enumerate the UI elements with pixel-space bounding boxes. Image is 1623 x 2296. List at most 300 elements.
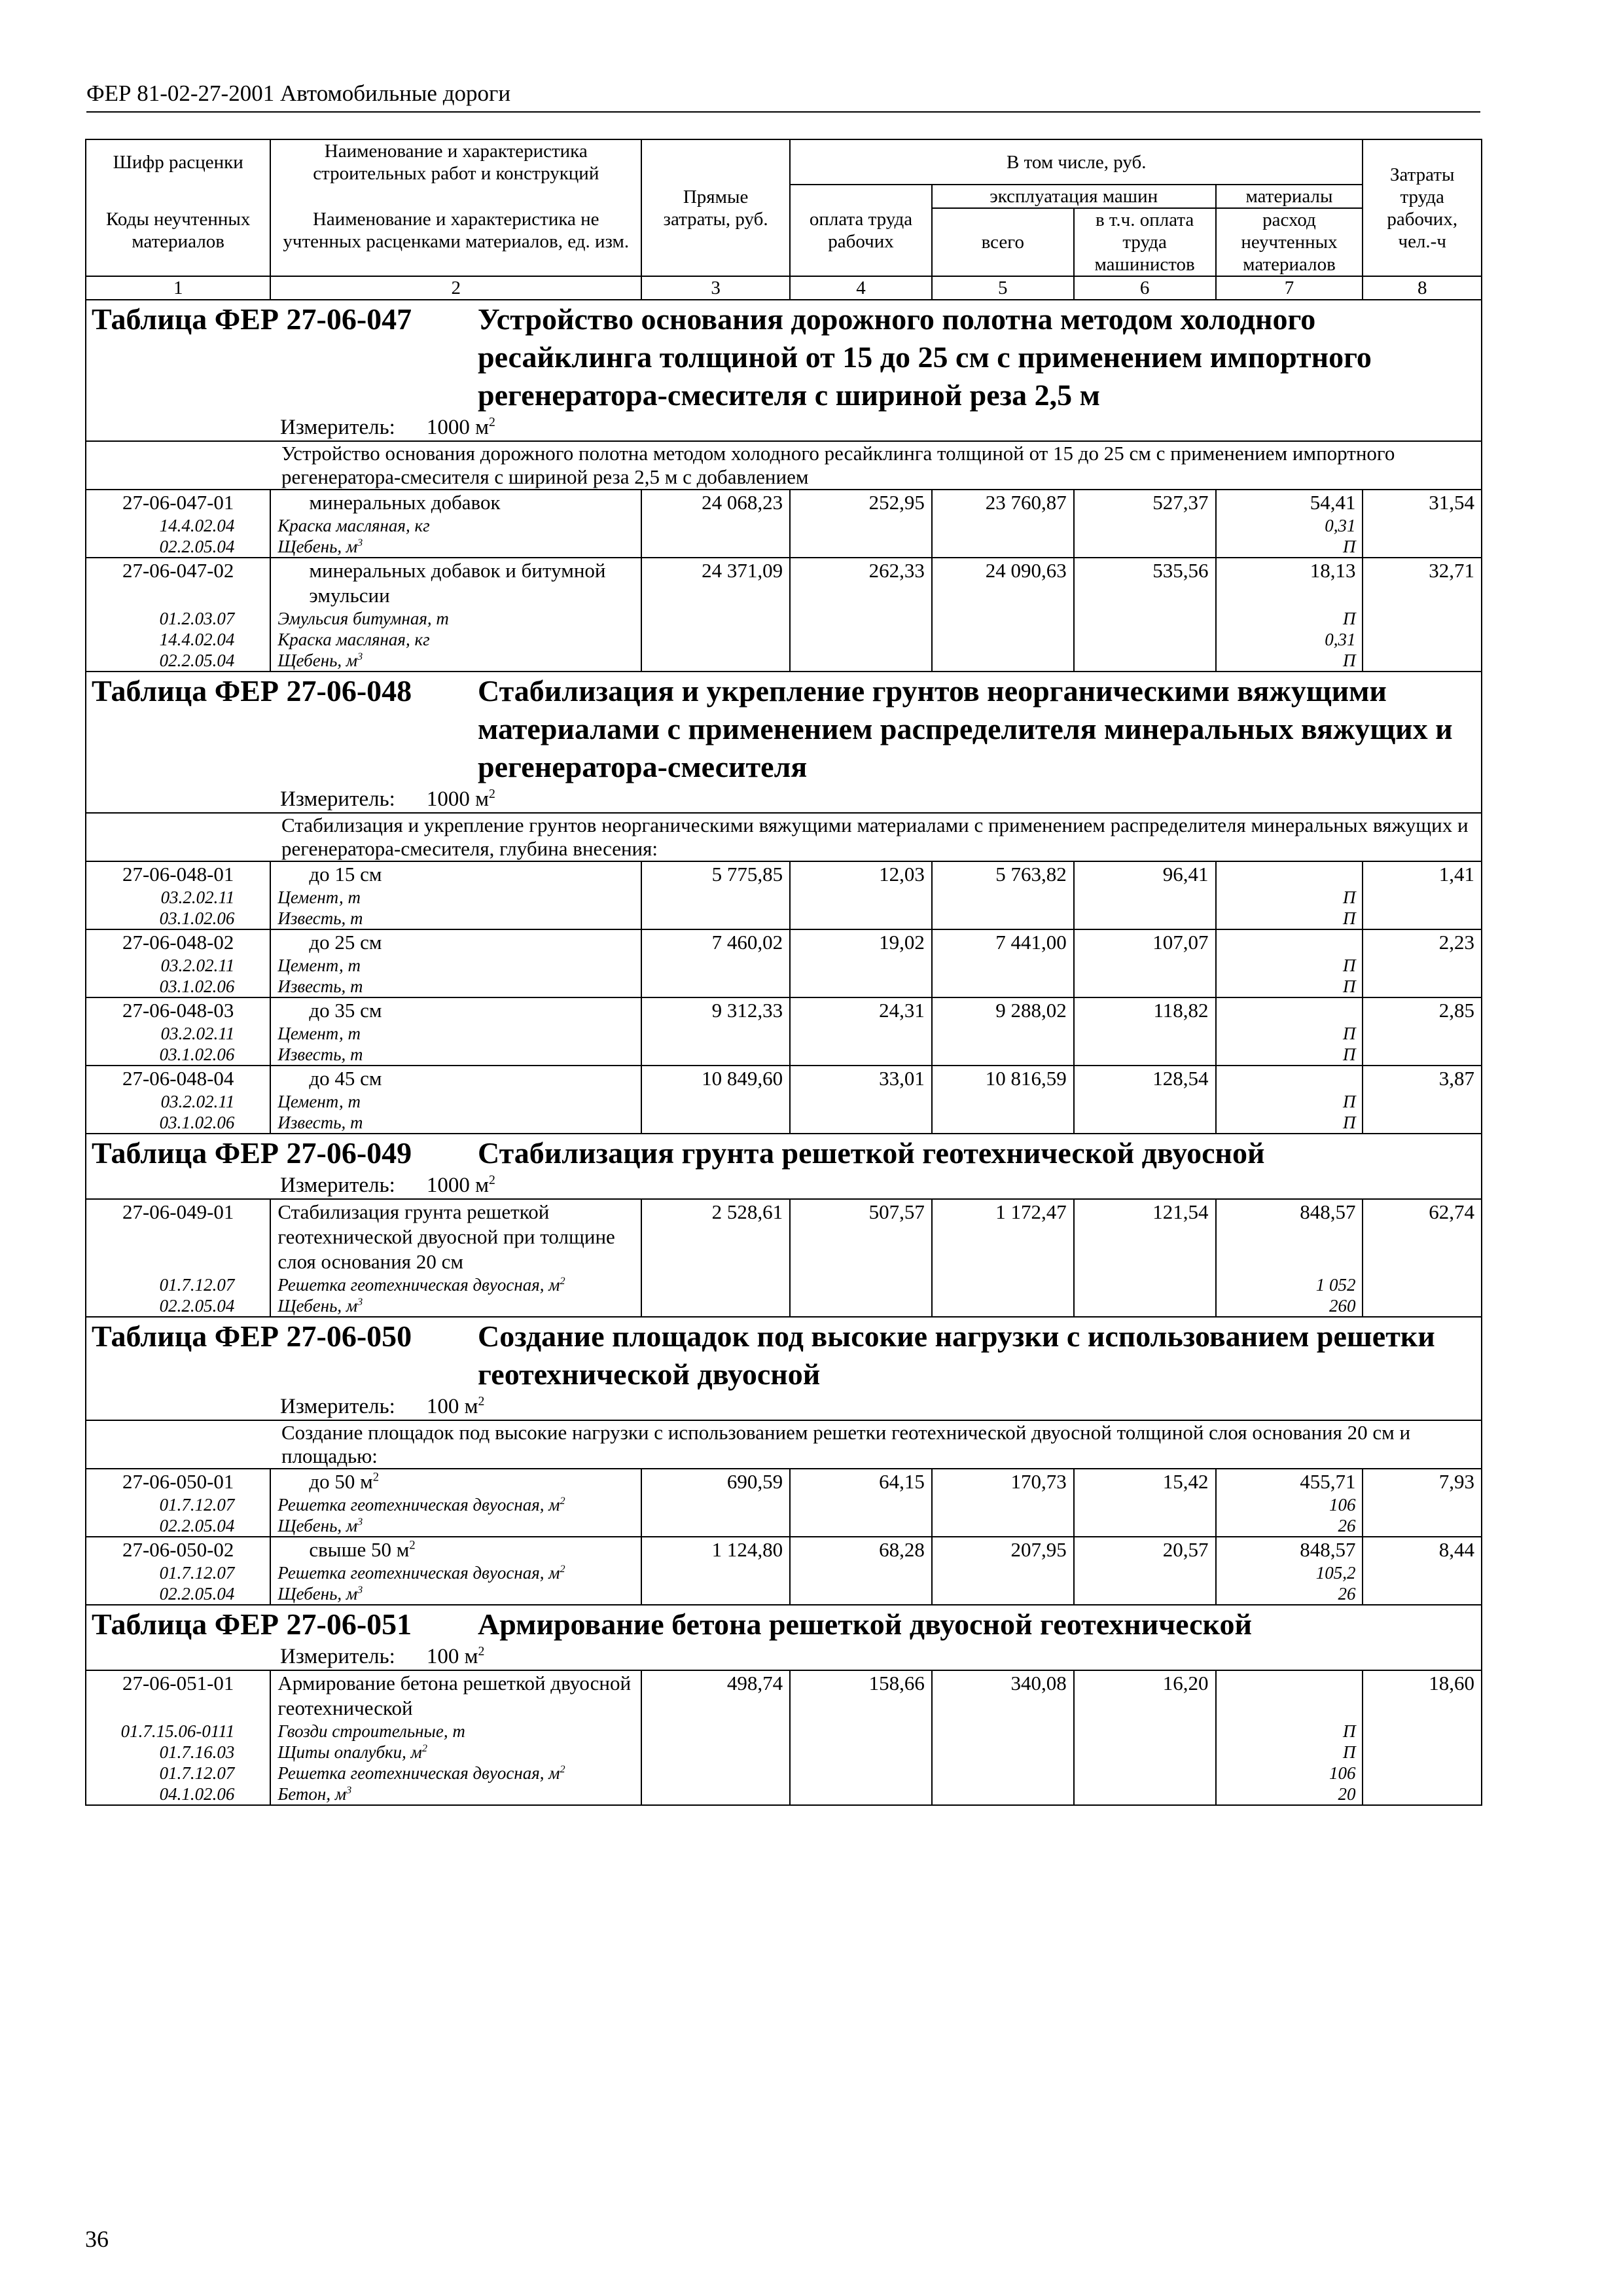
empty-cell bbox=[641, 1763, 790, 1784]
material-name-text: Краска масляная, кг bbox=[277, 516, 430, 535]
machinists-pay: 121,54 bbox=[1074, 1199, 1216, 1274]
table-label: Таблица ФЕР 27-06-047 bbox=[92, 302, 412, 336]
machinists-pay: 16,20 bbox=[1074, 1670, 1216, 1721]
material-name bbox=[270, 650, 641, 672]
empty-cell bbox=[790, 908, 932, 929]
measure bbox=[86, 414, 1481, 440]
col-num: 6 bbox=[1074, 276, 1216, 300]
material-code: 02.2.05.04 bbox=[86, 1583, 270, 1605]
empty-cell bbox=[1363, 1023, 1482, 1044]
materials-cost: 18,13 bbox=[1216, 558, 1363, 608]
measure-value bbox=[427, 787, 495, 811]
col-num: 8 bbox=[1363, 276, 1482, 300]
empty-cell bbox=[790, 1091, 932, 1112]
material-code: 01.2.03.07 bbox=[86, 608, 270, 629]
machinists-pay: 15,42 bbox=[1074, 1469, 1216, 1494]
empty-cell bbox=[790, 955, 932, 976]
material-code: 02.2.05.04 bbox=[86, 650, 270, 672]
rate-row bbox=[86, 929, 1482, 955]
material-name bbox=[270, 1091, 641, 1112]
empty-cell bbox=[932, 1044, 1074, 1066]
unit-superscript: 3 bbox=[357, 1584, 363, 1596]
material-name-text: Цемент, т bbox=[277, 1024, 361, 1043]
material-row bbox=[86, 1515, 1482, 1537]
material-name-text: Щиты опалубки, м bbox=[277, 1742, 422, 1762]
material-qty: 106 bbox=[1216, 1763, 1363, 1784]
measure-unit: 100 м bbox=[426, 1645, 478, 1668]
material-name bbox=[270, 908, 641, 929]
rate-code: 27-06-048-01 bbox=[86, 861, 270, 887]
material-code: 01.7.15.06-0111 bbox=[86, 1721, 270, 1742]
description-cell bbox=[86, 1420, 1482, 1469]
table-title-row bbox=[86, 1317, 1482, 1393]
measure-value bbox=[427, 1395, 485, 1418]
empty-cell bbox=[641, 1091, 790, 1112]
empty-cell bbox=[932, 1583, 1074, 1605]
material-name bbox=[270, 1494, 641, 1515]
material-row bbox=[86, 1583, 1482, 1605]
empty-cell bbox=[1074, 1742, 1216, 1763]
labor-hours: 2,85 bbox=[1363, 997, 1482, 1023]
description-row bbox=[86, 1420, 1482, 1469]
machinists-pay: 527,37 bbox=[1074, 490, 1216, 515]
empty-cell bbox=[641, 608, 790, 629]
material-name bbox=[270, 976, 641, 997]
material-row bbox=[86, 1112, 1482, 1134]
empty-cell bbox=[1074, 1091, 1216, 1112]
direct-cost: 24 068,23 bbox=[641, 490, 790, 515]
material-name-text: Известь, т bbox=[277, 1045, 363, 1064]
material-name bbox=[270, 955, 641, 976]
material-name-text: Решетка геотехническая двуосная, м bbox=[277, 1763, 560, 1783]
material-name bbox=[270, 1583, 641, 1605]
rate-code: 27-06-050-01 bbox=[86, 1469, 270, 1494]
machines-total: 9 288,02 bbox=[932, 997, 1074, 1023]
empty-cell bbox=[1363, 1112, 1482, 1134]
empty-cell bbox=[1074, 515, 1216, 536]
unit-superscript: 3 bbox=[357, 1516, 363, 1528]
measure-row bbox=[86, 414, 1482, 441]
col-machines-total: всего bbox=[932, 208, 1074, 276]
empty-cell bbox=[1363, 1274, 1482, 1295]
empty-cell bbox=[932, 1494, 1074, 1515]
machines-total: 5 763,82 bbox=[932, 861, 1074, 887]
material-row bbox=[86, 1763, 1482, 1784]
material-name-text: Известь, т bbox=[277, 977, 363, 996]
direct-cost: 690,59 bbox=[641, 1469, 790, 1494]
material-row bbox=[86, 1023, 1482, 1044]
empty-cell bbox=[1363, 1763, 1482, 1784]
material-name-text: Известь, т bbox=[277, 1113, 363, 1132]
empty-cell bbox=[790, 1112, 932, 1134]
empty-cell bbox=[1363, 1091, 1482, 1112]
empty-cell bbox=[932, 1274, 1074, 1295]
rate-row bbox=[86, 558, 1482, 608]
machines-total: 7 441,00 bbox=[932, 929, 1074, 955]
measure-value bbox=[427, 1645, 485, 1668]
material-name bbox=[270, 629, 641, 650]
labor-pay: 262,33 bbox=[790, 558, 932, 608]
measure bbox=[86, 786, 1481, 812]
material-qty: П bbox=[1216, 536, 1363, 558]
empty-cell bbox=[932, 608, 1074, 629]
materials-cost: 848,57 bbox=[1216, 1199, 1363, 1274]
empty-cell bbox=[932, 1112, 1074, 1134]
empty-cell bbox=[1074, 1112, 1216, 1134]
header-row-1 bbox=[86, 139, 1482, 185]
col-labor: Затраты труда рабочих, чел.-ч bbox=[1363, 139, 1482, 276]
table-title bbox=[92, 1318, 1481, 1393]
labor-pay: 64,15 bbox=[790, 1469, 932, 1494]
material-name bbox=[270, 1044, 641, 1066]
material-qty: П bbox=[1216, 1091, 1363, 1112]
empty-cell bbox=[1363, 1562, 1482, 1583]
direct-cost: 7 460,02 bbox=[641, 929, 790, 955]
empty-cell bbox=[641, 1742, 790, 1763]
machinists-pay: 128,54 bbox=[1074, 1066, 1216, 1091]
material-name bbox=[270, 515, 641, 536]
empty-cell bbox=[790, 1784, 932, 1805]
material-row bbox=[86, 1091, 1482, 1112]
empty-cell bbox=[641, 1274, 790, 1295]
col-num: 5 bbox=[932, 276, 1074, 300]
labor-hours: 8,44 bbox=[1363, 1537, 1482, 1562]
empty-cell bbox=[932, 1515, 1074, 1537]
measure-label: Измеритель: bbox=[280, 1645, 395, 1668]
material-name bbox=[270, 1023, 641, 1044]
empty-cell bbox=[932, 1023, 1074, 1044]
rate-code: 27-06-047-01 bbox=[86, 490, 270, 515]
empty-cell bbox=[932, 976, 1074, 997]
col-labor-pay: оплата труда рабочих bbox=[790, 185, 932, 276]
machinists-pay: 96,41 bbox=[1074, 861, 1216, 887]
empty-cell bbox=[932, 515, 1074, 536]
direct-cost: 24 371,09 bbox=[641, 558, 790, 608]
empty-cell bbox=[932, 629, 1074, 650]
col-num: 2 bbox=[270, 276, 641, 300]
material-name bbox=[270, 1295, 641, 1317]
labor-hours: 32,71 bbox=[1363, 558, 1482, 608]
empty-cell bbox=[641, 1295, 790, 1317]
material-row bbox=[86, 887, 1482, 908]
material-code: 02.2.05.04 bbox=[86, 536, 270, 558]
empty-cell bbox=[790, 1763, 932, 1784]
machines-total: 23 760,87 bbox=[932, 490, 1074, 515]
material-qty: П bbox=[1216, 908, 1363, 929]
table-name: Армирование бетона решеткой двуосной геотехнической bbox=[478, 1607, 1252, 1641]
material-qty: 106 bbox=[1216, 1494, 1363, 1515]
material-row bbox=[86, 1494, 1482, 1515]
empty-cell bbox=[1074, 608, 1216, 629]
materials-cost bbox=[1216, 1670, 1363, 1721]
empty-cell bbox=[1074, 1023, 1216, 1044]
rate-code: 27-06-047-02 bbox=[86, 558, 270, 608]
material-code: 03.1.02.06 bbox=[86, 908, 270, 929]
machinists-pay: 535,56 bbox=[1074, 558, 1216, 608]
empty-cell bbox=[932, 1562, 1074, 1583]
material-code: 14.4.02.04 bbox=[86, 515, 270, 536]
table-title-cell bbox=[86, 1317, 1482, 1393]
unit-superscript: 3 bbox=[357, 537, 363, 548]
empty-cell bbox=[641, 976, 790, 997]
measure-row bbox=[86, 786, 1482, 813]
measure-row bbox=[86, 1393, 1482, 1420]
material-row bbox=[86, 955, 1482, 976]
empty-cell bbox=[1363, 650, 1482, 672]
material-name-text: Щебень, м bbox=[277, 1296, 358, 1316]
empty-cell bbox=[932, 1091, 1074, 1112]
empty-cell bbox=[790, 1274, 932, 1295]
labor-hours: 62,74 bbox=[1363, 1199, 1482, 1274]
material-qty: П bbox=[1216, 650, 1363, 672]
empty-cell bbox=[790, 536, 932, 558]
unit-superscript: 3 bbox=[357, 1296, 363, 1308]
rate-name-text: до 45 см bbox=[309, 1067, 382, 1090]
col-num: 7 bbox=[1216, 276, 1363, 300]
page-number: 36 bbox=[85, 2226, 109, 2252]
col-materials: материалы bbox=[1216, 185, 1363, 208]
table-title bbox=[92, 1134, 1481, 1172]
column-numbers-row bbox=[86, 276, 1482, 300]
table-name: Устройство основания дорожного полотна методом холодного ресайклинга толщиной от 15 до 25 см с применением импортного регенератора-смесителя с шириной реза 2,5 м bbox=[478, 302, 1372, 412]
material-name bbox=[270, 1515, 641, 1537]
material-name-text: Цемент, т bbox=[277, 1092, 361, 1111]
material-row bbox=[86, 1274, 1482, 1295]
description-row bbox=[86, 813, 1482, 861]
material-name-text: Краска масляная, кг bbox=[277, 630, 430, 649]
empty-cell bbox=[1363, 515, 1482, 536]
rate-row bbox=[86, 1469, 1482, 1494]
empty-cell bbox=[790, 1494, 932, 1515]
col-unaccounted: расход неучтенных материалов bbox=[1216, 208, 1363, 276]
empty-cell bbox=[1074, 536, 1216, 558]
materials-cost bbox=[1216, 861, 1363, 887]
rate-name bbox=[270, 1469, 641, 1494]
material-row bbox=[86, 536, 1482, 558]
description-row bbox=[86, 441, 1482, 490]
material-code: 01.7.16.03 bbox=[86, 1742, 270, 1763]
material-name bbox=[270, 1784, 641, 1805]
col-num: 3 bbox=[641, 276, 790, 300]
material-name-text: Решетка геотехническая двуосная, м bbox=[277, 1495, 560, 1515]
table-title-row bbox=[86, 672, 1482, 786]
material-row bbox=[86, 629, 1482, 650]
material-name bbox=[270, 1112, 641, 1134]
unit-superscript: 2 bbox=[489, 787, 495, 801]
empty-cell bbox=[641, 1494, 790, 1515]
table-title bbox=[92, 672, 1481, 786]
material-qty: 1 052 bbox=[1216, 1274, 1363, 1295]
materials-cost bbox=[1216, 1066, 1363, 1091]
material-name bbox=[270, 1562, 641, 1583]
material-code: 03.1.02.06 bbox=[86, 1044, 270, 1066]
measure bbox=[86, 1393, 1481, 1420]
empty-cell bbox=[790, 1295, 932, 1317]
table-title-row bbox=[86, 1605, 1482, 1643]
empty-cell bbox=[1363, 629, 1482, 650]
empty-cell bbox=[1074, 650, 1216, 672]
rate-name-text: минеральных добавок и битумной эмульсии bbox=[309, 559, 606, 607]
material-row bbox=[86, 976, 1482, 997]
empty-cell bbox=[932, 650, 1074, 672]
labor-hours: 1,41 bbox=[1363, 861, 1482, 887]
material-qty: 105,2 bbox=[1216, 1562, 1363, 1583]
material-qty: П bbox=[1216, 887, 1363, 908]
empty-cell bbox=[1074, 1583, 1216, 1605]
machines-total: 1 172,47 bbox=[932, 1199, 1074, 1274]
empty-cell bbox=[1074, 1562, 1216, 1583]
empty-cell bbox=[641, 650, 790, 672]
description-cell bbox=[86, 813, 1482, 861]
labor-pay: 507,57 bbox=[790, 1199, 932, 1274]
header-title: ФЕР 81-02-27-2001 Автомобильные дороги bbox=[86, 81, 511, 106]
empty-cell bbox=[790, 629, 932, 650]
col-name-bottom: Наименование и характеристика не учтенных расценками материалов, ед. изм. bbox=[270, 185, 641, 276]
rate-code: 27-06-048-02 bbox=[86, 929, 270, 955]
empty-cell bbox=[1074, 1515, 1216, 1537]
empty-cell bbox=[1074, 629, 1216, 650]
rate-name bbox=[270, 861, 641, 887]
unit-superscript: 2 bbox=[560, 1275, 565, 1287]
material-qty: П bbox=[1216, 1742, 1363, 1763]
empty-cell bbox=[932, 955, 1074, 976]
empty-cell bbox=[1363, 536, 1482, 558]
direct-cost: 9 312,33 bbox=[641, 997, 790, 1023]
col-num: 1 bbox=[86, 276, 270, 300]
machinists-pay: 118,82 bbox=[1074, 997, 1216, 1023]
unit-superscript: 2 bbox=[478, 1644, 485, 1659]
empty-cell bbox=[790, 887, 932, 908]
rate-name bbox=[270, 997, 641, 1023]
unit-superscript: 2 bbox=[489, 1173, 495, 1187]
unit-superscript: 2 bbox=[489, 415, 495, 429]
rate-name-text: до 35 см bbox=[309, 999, 382, 1022]
empty-cell bbox=[641, 1583, 790, 1605]
empty-cell bbox=[641, 629, 790, 650]
rate-name-text: до 25 см bbox=[309, 931, 382, 954]
measure-label: Измеритель: bbox=[280, 1174, 395, 1197]
material-qty: П bbox=[1216, 1044, 1363, 1066]
empty-cell bbox=[932, 908, 1074, 929]
unit-superscript: 2 bbox=[478, 1394, 485, 1408]
empty-cell bbox=[932, 1721, 1074, 1742]
empty-cell bbox=[1074, 1763, 1216, 1784]
labor-pay: 19,02 bbox=[790, 929, 932, 955]
empty-cell bbox=[1074, 908, 1216, 929]
materials-cost bbox=[1216, 997, 1363, 1023]
empty-cell bbox=[790, 1044, 932, 1066]
material-code: 14.4.02.04 bbox=[86, 629, 270, 650]
direct-cost: 1 124,80 bbox=[641, 1537, 790, 1562]
labor-pay: 252,95 bbox=[790, 490, 932, 515]
measure bbox=[86, 1172, 1481, 1198]
material-name-text: Щебень, м bbox=[277, 537, 358, 556]
col-num: 4 bbox=[790, 276, 932, 300]
rate-name bbox=[270, 1670, 641, 1721]
labor-pay: 158,66 bbox=[790, 1670, 932, 1721]
table-description: Устройство основания дорожного полотна методом холодного ресайклинга толщиной от 15 до 25 см с применением импортного регенератора-смесителя с шириной реза 2,5 м с добавлением bbox=[281, 442, 1395, 488]
material-qty: 0,31 bbox=[1216, 515, 1363, 536]
rate-row bbox=[86, 1199, 1482, 1274]
rate-name-text: свыше 50 м bbox=[309, 1538, 410, 1561]
rate-name-text: Стабилизация грунта решеткой геотехнической двуосной при толщине слоя основания 20 см bbox=[277, 1200, 615, 1273]
material-qty: П bbox=[1216, 1023, 1363, 1044]
empty-cell bbox=[932, 1784, 1074, 1805]
rate-name-text: Армирование бетона решеткой двуосной геотехнической bbox=[277, 1672, 632, 1719]
materials-cost: 848,57 bbox=[1216, 1537, 1363, 1562]
material-qty: 0,31 bbox=[1216, 629, 1363, 650]
empty-cell bbox=[1074, 887, 1216, 908]
unit-superscript: 2 bbox=[409, 1538, 416, 1552]
empty-cell bbox=[641, 536, 790, 558]
empty-cell bbox=[1363, 1515, 1482, 1537]
machines-total: 207,95 bbox=[932, 1537, 1074, 1562]
material-row bbox=[86, 1784, 1482, 1805]
labor-pay: 12,03 bbox=[790, 861, 932, 887]
table-label: Таблица ФЕР 27-06-051 bbox=[92, 1607, 412, 1641]
measure-cell bbox=[86, 414, 1482, 441]
measure-cell bbox=[86, 1643, 1482, 1670]
measure-cell bbox=[86, 786, 1482, 813]
page-header bbox=[86, 77, 1480, 113]
empty-cell bbox=[790, 650, 932, 672]
rate-name bbox=[270, 929, 641, 955]
measure-row bbox=[86, 1172, 1482, 1199]
empty-cell bbox=[1074, 1494, 1216, 1515]
material-code: 01.7.12.07 bbox=[86, 1763, 270, 1784]
empty-cell bbox=[641, 1112, 790, 1134]
empty-cell bbox=[1363, 1721, 1482, 1742]
empty-cell bbox=[1363, 908, 1482, 929]
empty-cell bbox=[1074, 955, 1216, 976]
table-title bbox=[92, 300, 1481, 414]
material-name bbox=[270, 1274, 641, 1295]
empty-cell bbox=[641, 1044, 790, 1066]
material-name-text: Цемент, т bbox=[277, 888, 361, 907]
material-name-text: Решетка геотехническая двуосная, м bbox=[277, 1275, 560, 1295]
machines-total: 24 090,63 bbox=[932, 558, 1074, 608]
measure-value bbox=[427, 1174, 495, 1197]
empty-cell bbox=[790, 515, 932, 536]
direct-cost: 5 775,85 bbox=[641, 861, 790, 887]
material-row bbox=[86, 650, 1482, 672]
material-name bbox=[270, 887, 641, 908]
rate-name-text: минеральных добавок bbox=[309, 491, 501, 514]
rate-name bbox=[270, 1537, 641, 1562]
material-qty: П bbox=[1216, 608, 1363, 629]
material-name bbox=[270, 1721, 641, 1742]
unit-superscript: 2 bbox=[560, 1763, 565, 1775]
empty-cell bbox=[1363, 1044, 1482, 1066]
rate-name bbox=[270, 558, 641, 608]
table-name: Стабилизация грунта решеткой геотехнической двуосной bbox=[478, 1136, 1265, 1170]
rate-name-text: до 15 см bbox=[309, 863, 382, 886]
material-name-text: Известь, т bbox=[277, 908, 363, 928]
empty-cell bbox=[1074, 1784, 1216, 1805]
table-label: Таблица ФЕР 27-06-049 bbox=[92, 1136, 412, 1170]
unit-superscript: 3 bbox=[357, 651, 363, 662]
material-qty: П bbox=[1216, 1721, 1363, 1742]
materials-cost bbox=[1216, 929, 1363, 955]
table-name: Стабилизация и укрепление грунтов неорганическими вяжущими материалами с применением распределителя минеральных вяжущих и регенератора-смесителя bbox=[478, 674, 1453, 783]
materials-cost: 54,41 bbox=[1216, 490, 1363, 515]
material-qty: 26 bbox=[1216, 1515, 1363, 1537]
empty-cell bbox=[641, 1721, 790, 1742]
material-code: 01.7.12.07 bbox=[86, 1494, 270, 1515]
empty-cell bbox=[1074, 1044, 1216, 1066]
table-name: Создание площадок под высокие нагрузки с использованием решетки геотехнической двуосной bbox=[478, 1319, 1435, 1391]
rate-code: 27-06-048-04 bbox=[86, 1066, 270, 1091]
